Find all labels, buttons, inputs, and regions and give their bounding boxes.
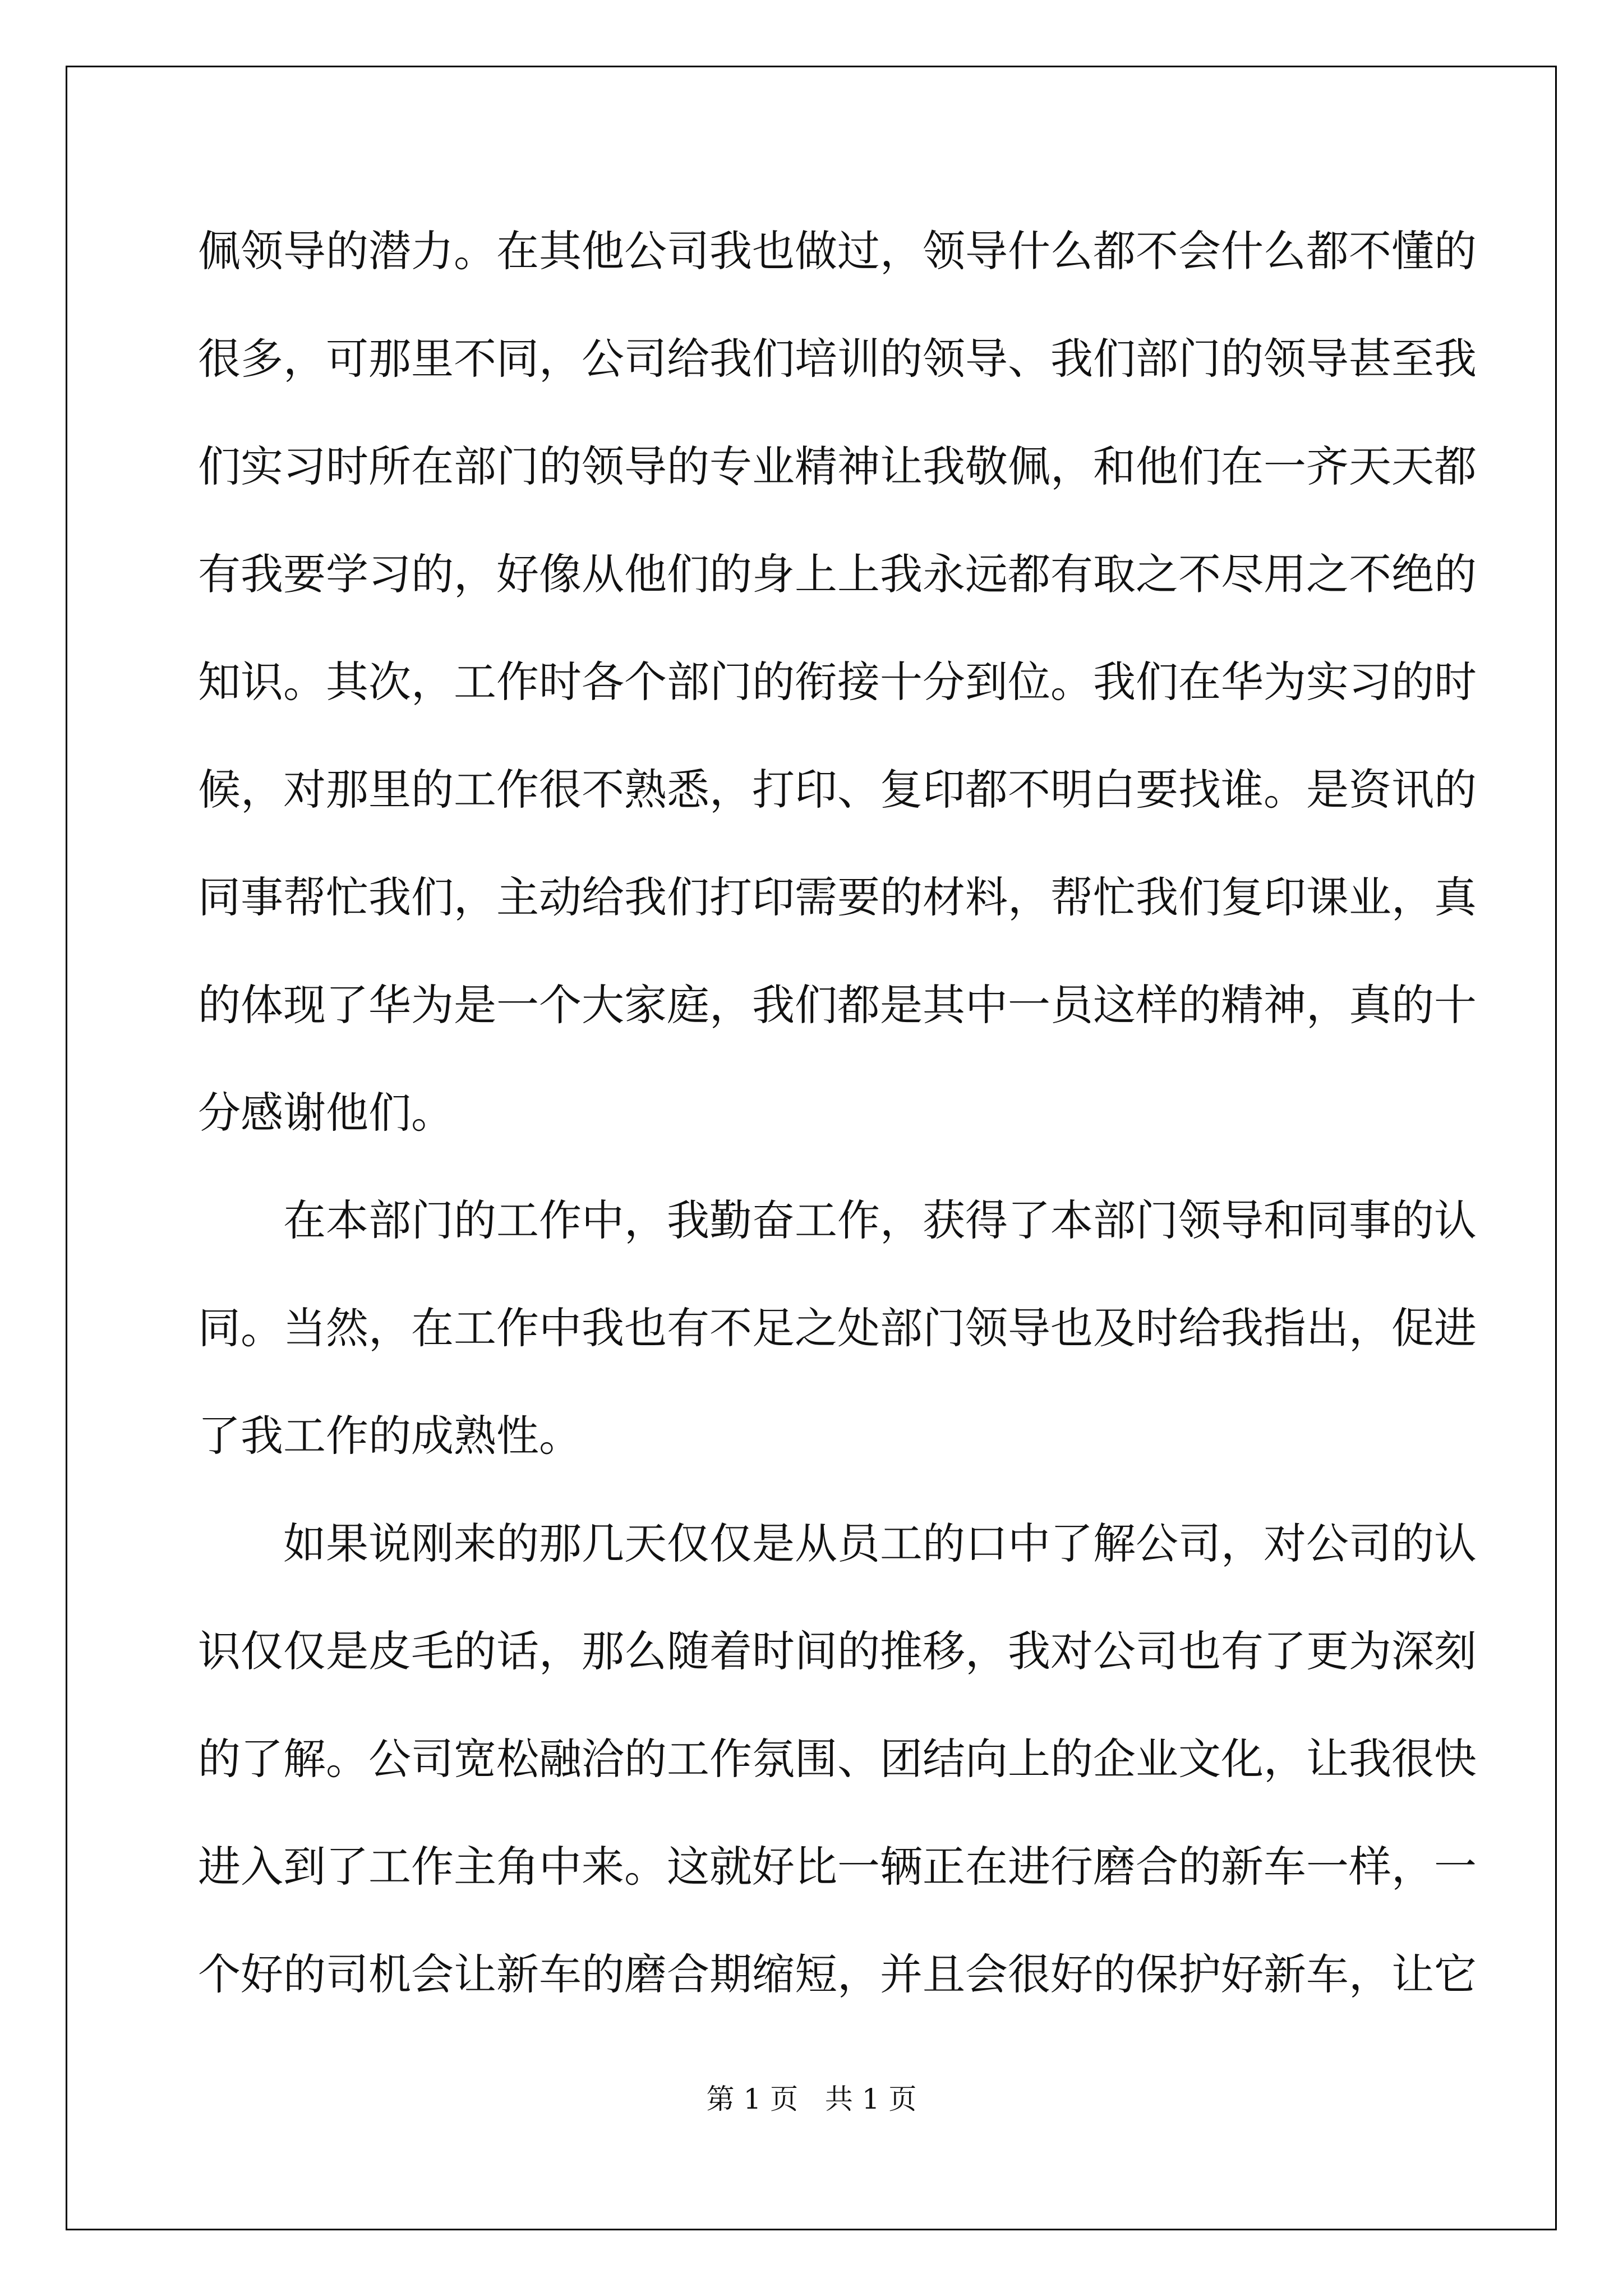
text-line: 很多，可那里不同，公司给我们培训的领导、我们部门的领导甚至我 bbox=[198, 334, 1477, 384]
text-line: 有我要学习的，好像从他们的身上上我永远都有取之不尽用之不绝的 bbox=[198, 549, 1477, 599]
text-line: 的了解。公司宽松融洽的工作氛围、团结向上的企业文化，让我很快 bbox=[198, 1734, 1477, 1784]
text-line: 同。当然，在工作中我也有不足之处部门领导也及时给我指出，促进 bbox=[198, 1303, 1477, 1353]
text-line: 的体现了华为是一个大家庭，我们都是其中一员这样的精神，真的十 bbox=[198, 980, 1477, 1030]
text-line: 识仅仅是皮毛的话，那么随着时间的推移，我对公司也有了更为深刻 bbox=[198, 1626, 1477, 1676]
text-line: 同事帮忙我们，主动给我们打印需要的材料，帮忙我们复印课业，真 bbox=[198, 872, 1477, 922]
page-number-footer: 第 1 页 共 1 页 bbox=[706, 2083, 917, 2115]
text-line: 进入到了工作主角中来。这就好比一辆正在进行磨合的新车一样，一 bbox=[198, 1842, 1477, 1892]
text-line: 佩领导的潜力。在其他公司我也做过，领导什么都不会什么都不懂的 bbox=[198, 226, 1477, 276]
text-line: 了我工作的成熟性。 bbox=[198, 1411, 582, 1461]
document-body bbox=[198, 197, 1477, 2028]
text-line: 分感谢他们。 bbox=[198, 1088, 454, 1138]
text-line: 在本部门的工作中，我勤奋工作，获得了本部门领导和同事的认 bbox=[283, 1195, 1477, 1245]
text-line: 个好的司机会让新车的磨合期缩短，并且会很好的保护好新车，让它 bbox=[198, 1949, 1477, 1999]
text-line: 们实习时所在部门的领导的专业精神让我敬佩，和他们在一齐天天都 bbox=[198, 441, 1477, 491]
text-line: 候，对那里的工作很不熟悉，打印、复印都不明白要找谁。是资讯的 bbox=[198, 765, 1477, 815]
text-line: 如果说刚来的那几天仅仅是从员工的口中了解公司，对公司的认 bbox=[283, 1519, 1477, 1568]
text-line: 知识。其次，工作时各个部门的衔接十分到位。我们在华为实习的时 bbox=[198, 657, 1477, 707]
